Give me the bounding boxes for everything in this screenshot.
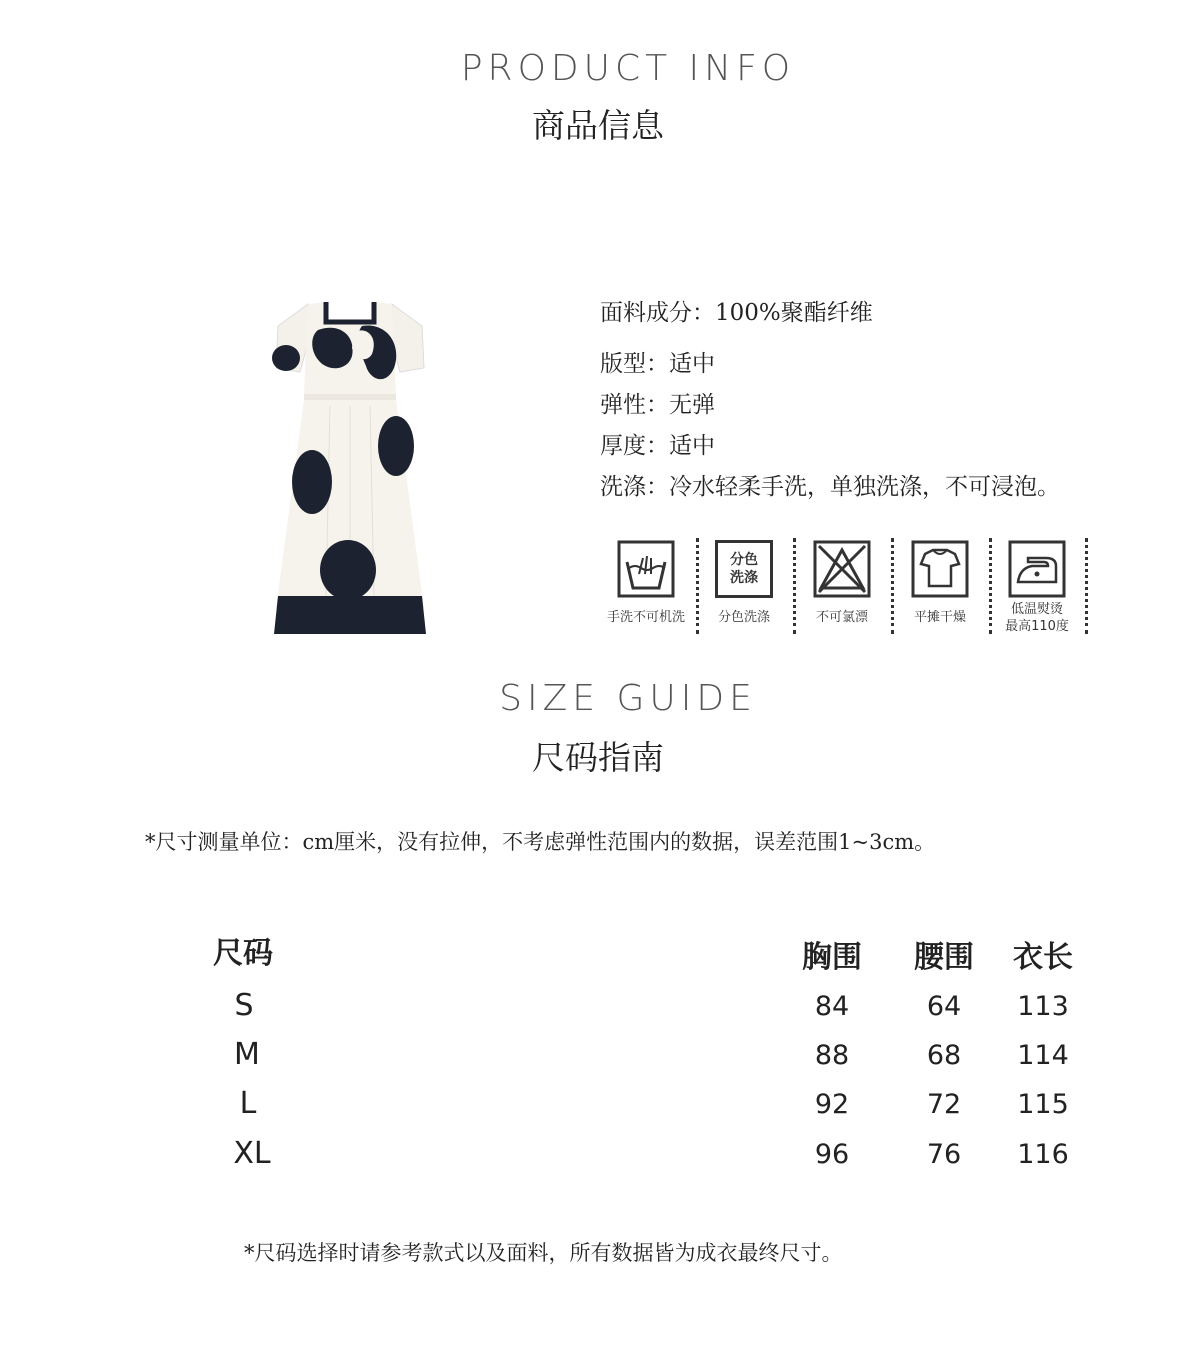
separate-wash-icon [715, 540, 773, 598]
size-guide-title-en: SIZE GUIDE [499, 678, 757, 719]
bust-s: 84 [814, 991, 850, 1022]
no-bleach-icon [813, 540, 871, 598]
low-iron-label-2: 最高110度 [1005, 619, 1069, 634]
dress-product-image [270, 296, 430, 638]
size-l: L [239, 1086, 257, 1121]
washing-info: 洗涤：冷水轻柔手洗，单独洗涤，不可浸泡。 [600, 474, 1060, 500]
bust-m: 88 [814, 1040, 850, 1071]
fabric-composition: 面料成分：100%聚酯纤维 [600, 300, 873, 326]
no-bleach-label: 不可氯漂 [815, 610, 868, 625]
size-m: M [234, 1037, 260, 1072]
low-iron-label: 低温熨烫 [1010, 602, 1063, 617]
separate-wash-label: 分色洗涤 [717, 610, 770, 625]
header-length: 衣长 [1013, 940, 1073, 975]
waist-xl: 76 [926, 1139, 962, 1170]
separate-wash-icon-text-2: 洗涤 [730, 570, 758, 586]
measurement-note: *尺寸测量单位：cm厘米，没有拉伸，不考虑弹性范围内的数据，误差范围1~3cm。 [145, 830, 936, 854]
fit-info: 版型：适中 [600, 351, 715, 377]
divider [1085, 538, 1088, 634]
low-iron-icon [1008, 540, 1066, 598]
hand-wash-icon [617, 540, 675, 598]
thickness-info: 厚度：适中 [600, 433, 715, 459]
hand-wash-label: 手洗不可机洗 [606, 610, 685, 625]
product-info-title-en: PRODUCT INFO [460, 48, 796, 89]
separate-wash-icon-text-1: 分色 [730, 552, 758, 568]
size-s: S [234, 988, 254, 1023]
waist-l: 72 [926, 1089, 962, 1120]
elasticity-info: 弹性：无弹 [600, 392, 715, 418]
bust-xl: 96 [814, 1139, 850, 1170]
length-m: 114 [1017, 1040, 1069, 1071]
size-xl: XL [233, 1136, 271, 1171]
flat-dry-label: 平摊干燥 [913, 610, 966, 625]
size-selection-note: *尺码选择时请参考款式以及面料，所有数据皆为成衣最终尺寸。 [244, 1241, 843, 1265]
length-xl: 116 [1017, 1139, 1069, 1170]
size-guide-title-zh: 尺码指南 [532, 738, 664, 777]
product-info-title-zh: 商品信息 [532, 106, 664, 145]
header-size: 尺码 [213, 936, 273, 971]
header-waist: 腰围 [914, 940, 974, 975]
header-bust: 胸围 [802, 940, 862, 975]
length-l: 115 [1017, 1089, 1069, 1120]
length-s: 113 [1017, 991, 1069, 1022]
bust-l: 92 [814, 1089, 850, 1120]
waist-s: 64 [926, 991, 962, 1022]
waist-m: 68 [926, 1040, 962, 1071]
flat-dry-icon [911, 540, 969, 598]
